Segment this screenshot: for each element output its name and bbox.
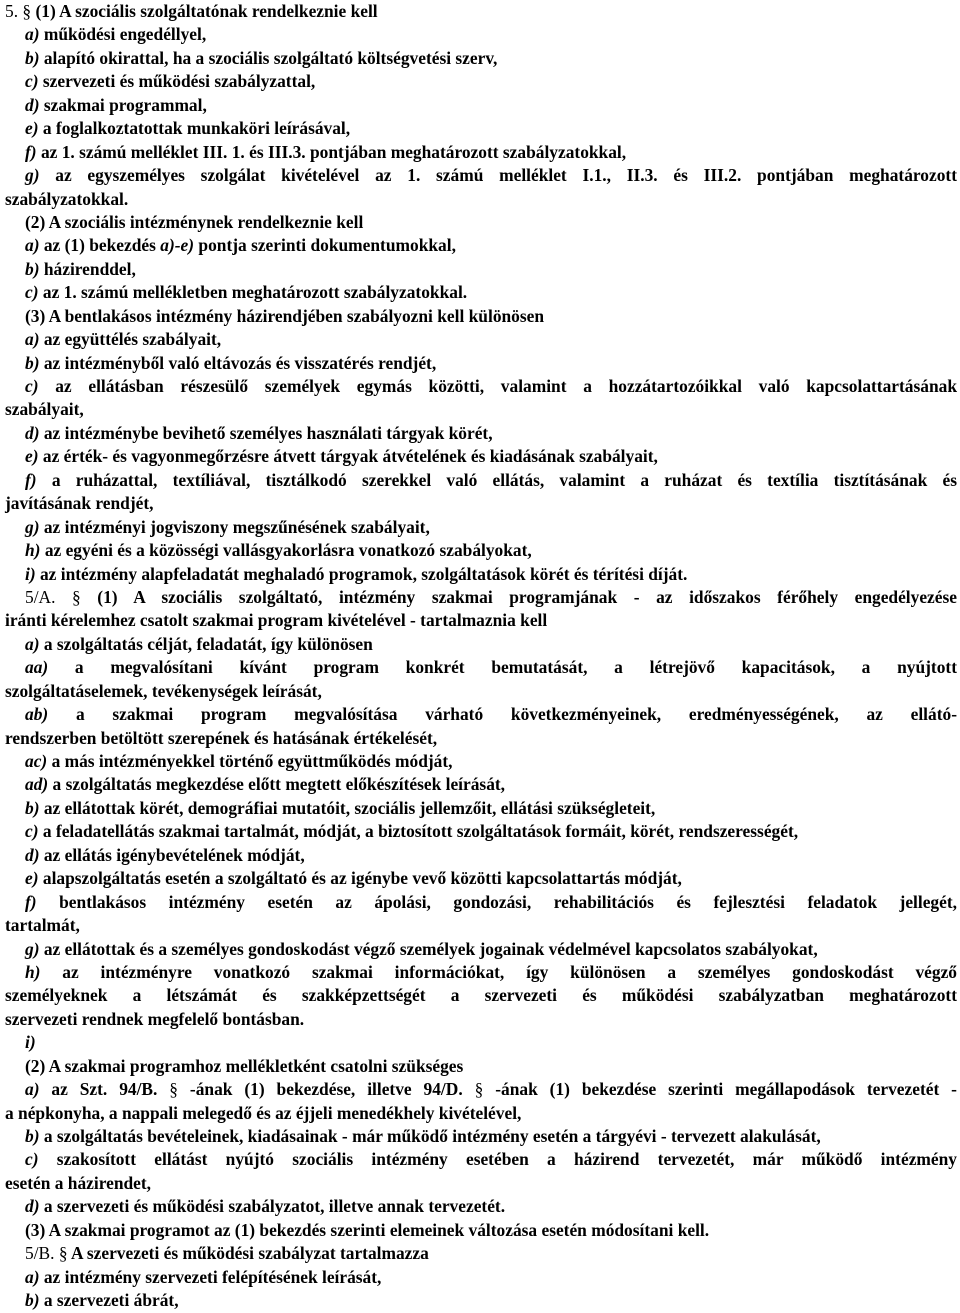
item-continuation: rendszerben betöltött szerepének és hatásának értékelését, [5, 727, 438, 748]
item-label: g) [25, 516, 40, 537]
item-continuation: esetén a házirendet, [5, 1172, 152, 1193]
item-text: az ellátás igénybevételének módját, [43, 844, 305, 865]
item-label: c) [25, 1149, 39, 1170]
section-5-heading [5, 0, 957, 23]
item-label: c) [25, 821, 39, 842]
item-label: d) [25, 1196, 40, 1217]
list-item [5, 422, 957, 445]
list-item [5, 656, 957, 679]
item-label: b) [25, 258, 40, 279]
list-item [5, 70, 957, 93]
section-sign: § [474, 1079, 484, 1100]
list-item [5, 1289, 957, 1312]
item-text: a megvalósítani kívánt program konkrét bemutatását, a létrejövő kapacitások, a nyújtott [74, 657, 957, 678]
subsection-5A-2-intro: (2) A szakmai programhoz mellékletként csatolni szükséges [25, 1055, 464, 1076]
section-5-1-intro: (1) A szociális szolgáltatónak rendelkeznie kell [35, 1, 378, 21]
list-item [5, 375, 957, 398]
item-label: b) [25, 1126, 40, 1146]
item-text: az (1) bekezdés [43, 235, 161, 256]
item-label: d) [25, 94, 40, 115]
list-item [5, 352, 957, 375]
item-text: az intézménybe bevihető személyes használati tárgyak körét, [43, 422, 493, 443]
item-label: a) [25, 329, 40, 350]
list-item [5, 938, 957, 961]
item-continuation: szolgáltatáselemek, tevékenységek leírását, [5, 680, 322, 701]
subsection-5-3-intro: (3) A bentlakásos intézmény házirendjében szabályozni kell különösen [25, 305, 545, 326]
item-text: a szervezeti ábrát, [43, 1290, 179, 1311]
item-text: az egyszemélyes szolgálat kivételével az 1. számú melléklet I.1., II.3. és III.2. pontjában meghatározott [55, 165, 957, 186]
section-sign: § [169, 1079, 178, 1100]
item-text: az 1. számú mellékletben meghatározott szabályzatokkal. [42, 282, 468, 303]
item-text: alapszolgáltatás esetén a szolgáltató és az igénybe vevő közötti kapcsolattartás módját, [42, 868, 682, 889]
section-5A-1-intro: (1) A szociális szolgáltató, intézmény szakmai programjának - az időszakos férőhely engedélyezése [97, 586, 957, 607]
item-text: az ellátottak körét, demográfiai mutatóit, szociális jellemzőit, ellátási szükségleteit, [43, 797, 656, 818]
list-item [5, 1078, 957, 1101]
item-text: az intézményre vonatkozó szakmai információkat, így különösen a személyes gondoskodást végző [62, 961, 957, 982]
list-item [5, 539, 957, 562]
section-5B-intro: A szervezeti és működési szabályzat tartalmazza [70, 1243, 429, 1264]
list-item [5, 516, 957, 539]
section-5A-heading [5, 586, 957, 609]
item-continuation: a népkonyha, a nappali melegedő és az éjjeli menedékhely kivételével, [5, 1102, 522, 1123]
section-number: 5/B. [25, 1243, 55, 1264]
item-label: h) [25, 961, 41, 982]
item-label: b) [25, 352, 40, 373]
item-continuation: javításának rendjét, [5, 493, 154, 514]
item-text: az ellátottak és a személyes gondoskodást végző személyek jogainak védelmével kapcsolatos szabályokat, [43, 938, 818, 959]
item-label: e) [25, 118, 39, 139]
list-item [5, 47, 957, 70]
item-label: g) [25, 165, 40, 186]
item-text: pontja szerinti dokumentumokkal, [194, 235, 456, 256]
list-item [5, 1125, 957, 1148]
list-item [5, 445, 957, 468]
item-reference: a)-e) [160, 235, 195, 256]
item-label: a) [25, 633, 40, 654]
list-item [5, 164, 957, 187]
list-item [5, 1195, 957, 1218]
list-item [5, 961, 957, 984]
list-item [5, 117, 957, 140]
list-item [5, 23, 957, 46]
item-text: szakmai programmal, [43, 94, 207, 115]
list-item [5, 328, 957, 351]
item-text: a ruházattal, textíliával, tisztálkodó szerekkel való ellátás, valamint a ruházat és textília tisztításának és [51, 469, 957, 490]
item-text: a feladatellátás szakmai tartalmát, módját, a biztosított szolgáltatások formáit, körét, rendszerességét, [42, 821, 799, 842]
item-label: f) [25, 141, 37, 162]
item-text: -ának (1) bekezdése, illetve 94/D. [189, 1079, 463, 1100]
item-text: az érték- és vagyonmegőrzésre átvett tárgyak átvételének és kiadásának szabályait, [42, 446, 658, 467]
list-item [5, 633, 957, 656]
item-text: a szolgáltatás megkezdése előtt megtett előkészítések leírását, [52, 774, 506, 795]
item-label: c) [25, 71, 39, 92]
item-label: i) [25, 563, 36, 584]
item-label: a) [25, 1079, 40, 1100]
item-label: b) [25, 47, 40, 68]
item-label: i) [25, 1032, 36, 1053]
item-text: alapító okirattal, ha a szociális szolgáltató költségvetési szerv, [43, 47, 498, 68]
list-item [5, 281, 957, 304]
item-label: h) [25, 540, 41, 561]
list-item [5, 94, 957, 117]
list-item [5, 234, 957, 257]
section-5B-heading [5, 1242, 957, 1265]
item-label: c) [25, 376, 39, 396]
item-text: házirenddel, [43, 258, 136, 279]
item-text: az intézmény szervezeti felépítésének leírását, [43, 1266, 382, 1287]
section-sign: § [22, 1, 32, 21]
list-item [5, 1148, 957, 1171]
item-text: a szolgáltatás célját, feladatát, így különösen [43, 633, 373, 654]
item-text: működési engedéllyel, [43, 24, 207, 45]
item-label: ad) [25, 774, 49, 795]
section-number: 5/A. [25, 586, 56, 607]
item-label: ab) [25, 704, 49, 725]
list-item [5, 563, 957, 586]
item-label: f) [25, 891, 37, 912]
item-text: az együttélés szabályait, [43, 329, 222, 350]
list-item [5, 1031, 957, 1054]
item-text: az intézmény alapfeladatát meghaladó programok, szolgáltatások körét és térítési díját. [39, 563, 688, 584]
item-text: az intézményi jogviszony megszűnésének szabályait, [43, 516, 430, 537]
item-text: -ának (1) bekezdése szerinti megállapodások tervezetét - [495, 1079, 957, 1100]
item-text: az ellátásban részesülő személyek egymás közötti, valamint a hozzátartozóikkal való kapcsolattartásának [55, 376, 957, 396]
item-text: a szolgáltatás bevételeinek, kiadásainak - már működő intézmény esetén a tárgyévi - tervezett alakulását, [43, 1126, 821, 1146]
subsection-5A-3: (3) A szakmai programot az (1) bekezdés szerinti elemeinek változása esetén módosítani kell. [25, 1219, 710, 1240]
item-text: bentlakásos intézmény esetén az ápolási, gondozási, rehabilitációs és fejlesztési feladatok jellegét, [59, 891, 957, 912]
list-item [5, 844, 957, 867]
item-label: aa) [25, 657, 49, 678]
section-sign: § [58, 1243, 68, 1264]
item-text: az egyéni és a közösségi vallásgyakorlásra vonatkozó szabályokat, [44, 540, 532, 561]
document-page [5, 0, 957, 1313]
item-text: a szervezeti és működési szabályzatot, illetve annak tervezetét. [43, 1196, 506, 1217]
item-continuation: szabályzatokkal. [5, 188, 129, 209]
list-item [5, 750, 957, 773]
item-label: e) [25, 868, 39, 889]
subsection-5-2-intro: (2) A szociális intézménynek rendelkeznie kell [25, 211, 364, 232]
item-continuation: személyeknek a létszámát és szakképzettségét a szervezeti és működési szabályzatban meghatározott [5, 985, 957, 1006]
item-label: a) [25, 1266, 40, 1287]
item-label: d) [25, 844, 40, 865]
list-item [5, 891, 957, 914]
item-label: b) [25, 1290, 40, 1311]
item-text: a foglalkoztatottak munkaköri leírásával, [42, 118, 351, 139]
item-continuation: szervezeti rendnek megfelelő bontásban. [5, 1008, 305, 1029]
list-item [5, 1266, 957, 1289]
item-text: szervezeti és működési szabályzattal, [42, 71, 316, 92]
section-sign: § [72, 586, 81, 607]
list-item [5, 703, 957, 726]
item-label: ac) [25, 751, 48, 771]
item-text: az Szt. 94/B. [51, 1079, 158, 1100]
item-label: f) [25, 469, 37, 490]
item-label: a) [25, 235, 40, 256]
item-continuation: szabályait, [5, 399, 84, 420]
item-text: az intézményből való eltávozás és visszatérés rendjét, [43, 352, 437, 373]
list-item [5, 820, 957, 843]
item-label: b) [25, 797, 40, 818]
item-label: e) [25, 446, 39, 467]
item-text: a más intézményekkel történő együttműködés módját, [51, 751, 453, 771]
list-item [5, 867, 957, 890]
item-label: g) [25, 938, 40, 959]
item-text: a szakmai program megvalósítása várható következményeinek, eredményességének, az ellátó- [75, 704, 957, 725]
item-text: szakosított ellátást nyújtó szociális intézmény esetében a házirend tervezetét, már működő intézmény [56, 1149, 957, 1170]
list-item [5, 258, 957, 281]
item-text: az 1. számú melléklet III. 1. és III.3. pontjában meghatározott szabályzatokkal, [40, 141, 627, 162]
item-label: a) [25, 24, 40, 45]
item-continuation: tartalmát, [5, 915, 80, 936]
intro-continuation: iránti kérelemhez csatolt szakmai program kivételével - tartalmaznia kell [5, 610, 548, 631]
list-item [5, 469, 957, 492]
section-number: 5. [5, 1, 19, 21]
list-item [5, 773, 957, 796]
list-item [5, 141, 957, 164]
item-label: d) [25, 422, 40, 443]
item-label: c) [25, 282, 39, 303]
list-item [5, 797, 957, 820]
